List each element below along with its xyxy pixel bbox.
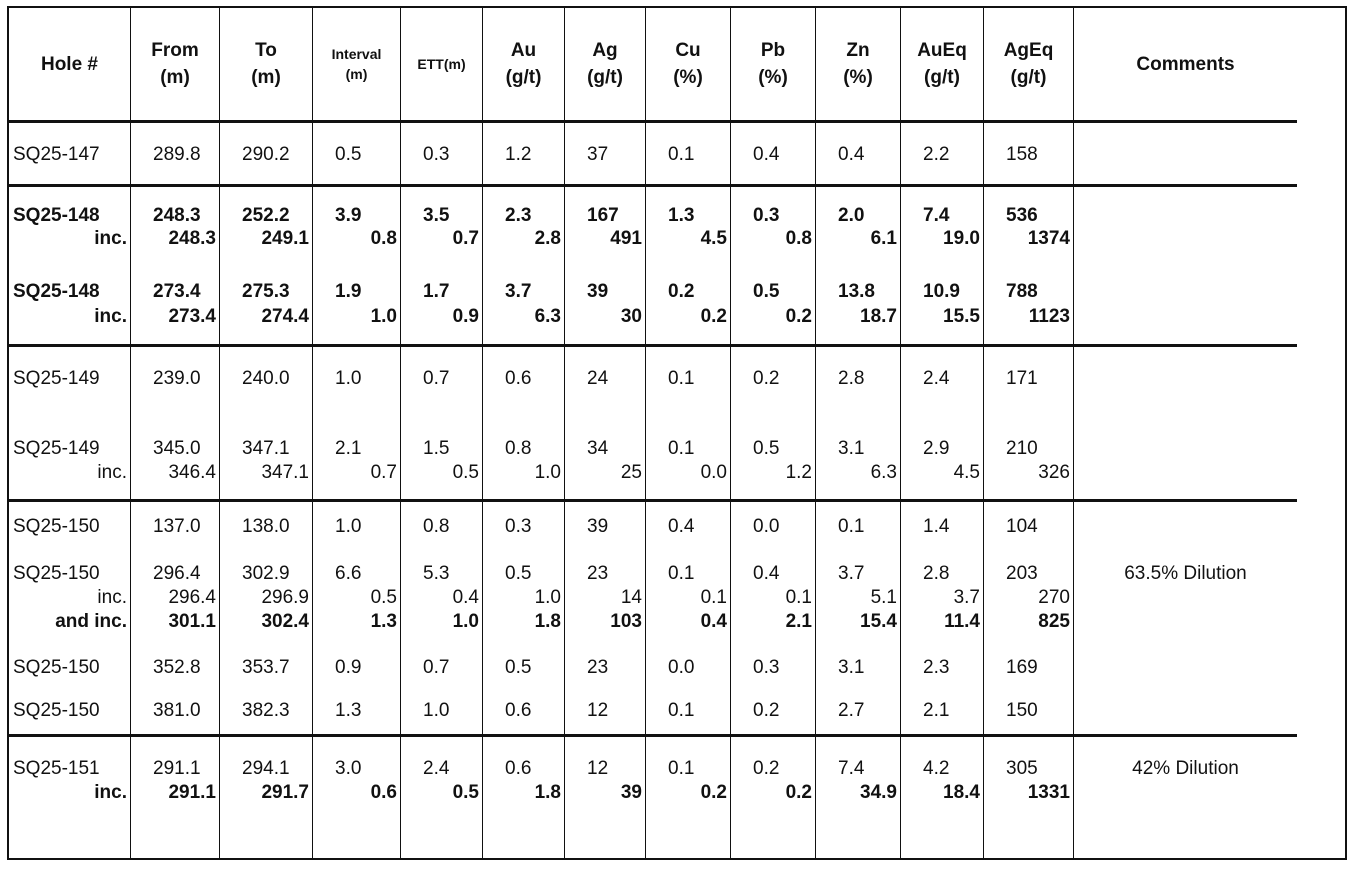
value-from: 248.3 [168,228,216,249]
value-interval: 0.6 [370,782,397,803]
value-ageq: 1374 [1027,228,1070,249]
value-aueq: 3.7 [953,587,980,608]
header-ag: Ag (g/t) [565,8,646,123]
value-from: 346.4 [168,462,216,483]
value-au: 2.8 [534,228,561,249]
value-au: 0.6 [505,368,532,389]
value-ag: 39 [587,516,609,537]
value-cu: 0.0 [668,657,695,678]
value-hole: SQ25-150 [13,563,100,584]
group-3-interval-cell [313,502,401,737]
value-zn: 6.1 [870,228,897,249]
group-3-cu-cell [646,502,731,737]
group-4-interval-cell [313,737,401,858]
value-ageq: 270 [1038,587,1070,608]
value-zn: 2.7 [838,700,865,721]
value-pb: 0.8 [785,228,812,249]
value-hole: inc. [97,462,127,483]
value-ag: 12 [587,758,609,779]
value-interval: 1.0 [370,306,397,327]
group-1-zn-cell [816,187,901,347]
value-aueq: 19.0 [943,228,980,249]
value-cu: 0.1 [668,563,695,584]
value-cu: 0.2 [668,281,695,302]
group-4-ag-cell [565,737,646,858]
value-to: 302.4 [261,611,309,632]
group-4-au-cell [483,737,565,858]
value-from: 273.4 [168,306,216,327]
value-interval: 1.3 [370,611,397,632]
value-ageq: 825 [1038,611,1070,632]
group-4-zn-cell [816,737,901,858]
group-0-pb-cell [731,123,816,187]
group-1-pb-cell [731,187,816,347]
value-ageq: 305 [1006,758,1038,779]
group-1-au-cell [483,187,565,347]
value-au: 2.3 [505,205,532,226]
group-3-ag-cell [565,502,646,737]
value-aueq: 2.3 [923,657,950,678]
value-to: 353.7 [242,657,290,678]
value-hole: SQ25-147 [13,144,100,165]
group-1-from-cell [131,187,220,347]
group-4-ageq-cell [984,737,1074,858]
value-to: 249.1 [261,228,309,249]
value-cu: 0.4 [668,516,695,537]
value-from: 273.4 [153,281,201,302]
value-cu: 0.0 [700,462,727,483]
group-0-ag-cell [565,123,646,187]
value-to: 252.2 [242,205,290,226]
value-hole: SQ25-150 [13,516,100,537]
comment-text: 63.5% Dilution [1124,563,1247,584]
value-ag: 14 [620,587,642,608]
value-hole: SQ25-150 [13,657,100,678]
value-from: 352.8 [153,657,201,678]
group-0-to-cell [220,123,313,187]
value-interval: 0.9 [335,657,362,678]
group-0-zn-cell [816,123,901,187]
value-from: 137.0 [153,516,201,537]
group-4-aueq-cell [901,737,984,858]
value-au: 0.6 [505,758,532,779]
value-from: 301.1 [168,611,216,632]
value-ag: 39 [587,281,609,302]
value-aueq: 2.4 [923,368,950,389]
group-0-ageq-cell [984,123,1074,187]
value-ageq: 1331 [1027,782,1070,803]
header-comments: Comments [1074,8,1297,123]
value-hole: SQ25-148 [13,205,100,226]
value-ett: 3.5 [423,205,450,226]
value-ett: 0.8 [423,516,450,537]
value-from: 381.0 [153,700,201,721]
value-au: 1.8 [534,782,561,803]
value-ett: 0.3 [423,144,450,165]
value-hole: SQ25-148 [13,281,100,302]
header-zn: Zn (%) [816,8,901,123]
value-aueq: 11.4 [944,611,980,632]
group-4-hole-cell [9,737,131,858]
value-au: 1.0 [534,462,561,483]
value-hole: SQ25-151 [13,758,100,779]
group-4-comments-cell [1074,737,1297,858]
group-1-to-cell [220,187,313,347]
group-0-comments-cell [1074,123,1297,187]
value-hole: SQ25-149 [13,368,100,389]
value-zn: 3.1 [838,657,865,678]
value-zn: 6.3 [870,462,897,483]
value-hole: SQ25-150 [13,700,100,721]
value-aueq: 10.9 [923,281,960,302]
value-au: 1.8 [534,611,561,632]
group-1-hole-cell [9,187,131,347]
group-0-ett-cell [401,123,483,187]
group-1-interval-cell [313,187,401,347]
value-hole: inc. [94,782,127,803]
value-ett: 0.9 [452,306,479,327]
value-ett: 5.3 [423,563,450,584]
group-1-comments-cell [1074,187,1297,347]
header-ageq: AgEq (g/t) [984,8,1074,123]
value-au: 6.3 [534,306,561,327]
group-4-ett-cell [401,737,483,858]
value-ett: 1.0 [452,611,479,632]
group-4-to-cell [220,737,313,858]
value-ag: 39 [620,782,642,803]
value-ageq: 326 [1038,462,1070,483]
value-to: 347.1 [261,462,309,483]
value-ag: 103 [610,611,642,632]
comment-text: 42% Dilution [1132,758,1239,779]
value-interval: 0.5 [370,587,397,608]
value-to: 274.4 [261,306,309,327]
value-to: 240.0 [242,368,290,389]
value-aueq: 2.9 [923,438,950,459]
value-ageq: 169 [1006,657,1038,678]
value-zn: 3.1 [838,438,865,459]
value-ett: 1.5 [423,438,450,459]
value-from: 345.0 [153,438,201,459]
group-4-cu-cell [646,737,731,858]
value-ageq: 210 [1006,438,1038,459]
group-2-zn-cell [816,347,901,502]
group-1-cu-cell [646,187,731,347]
value-ag: 24 [587,368,609,389]
value-from: 239.0 [153,368,201,389]
value-pb: 0.4 [753,563,780,584]
group-0-aueq-cell [901,123,984,187]
value-ageq: 104 [1006,516,1038,537]
value-au: 1.2 [505,144,532,165]
value-aueq: 18.4 [943,782,980,803]
value-to: 138.0 [242,516,290,537]
group-2-au-cell [483,347,565,502]
value-ett: 0.7 [452,228,479,249]
group-3-ageq-cell [984,502,1074,737]
group-2-ageq-cell [984,347,1074,502]
value-to: 382.3 [242,700,290,721]
group-1-ageq-cell [984,187,1074,347]
header-pb: Pb (%) [731,8,816,123]
header-cu: Cu (%) [646,8,731,123]
value-from: 291.1 [153,758,201,779]
value-ageq: 536 [1006,205,1038,226]
value-zn: 18.7 [860,306,897,327]
value-au: 0.5 [505,563,532,584]
value-zn: 5.1 [870,587,897,608]
value-interval: 3.0 [335,758,362,779]
value-cu: 0.1 [668,144,695,165]
value-from: 248.3 [153,205,201,226]
value-ageq: 788 [1006,281,1038,302]
value-cu: 0.1 [668,368,695,389]
group-0-au-cell [483,123,565,187]
header-hole: Hole # [9,8,131,123]
value-hole: SQ25-149 [13,438,100,459]
value-zn: 13.8 [838,281,875,302]
value-ett: 1.7 [423,281,450,302]
value-hole: inc. [97,587,127,608]
value-from: 296.4 [168,587,216,608]
value-zn: 0.4 [838,144,865,165]
group-2-ag-cell [565,347,646,502]
value-zn: 2.8 [838,368,865,389]
value-cu: 0.1 [668,700,695,721]
value-ett: 0.4 [452,587,479,608]
group-3-from-cell [131,502,220,737]
value-au: 0.5 [505,657,532,678]
value-interval: 3.9 [335,205,362,226]
drill-results-table [7,6,1347,860]
value-aueq: 4.2 [923,758,950,779]
value-au: 3.7 [505,281,532,302]
value-ag: 167 [587,205,619,226]
value-ag: 23 [587,563,609,584]
value-aueq: 2.8 [923,563,950,584]
value-au: 1.0 [534,587,561,608]
value-ag: 30 [620,306,642,327]
value-zn: 15.4 [860,611,897,632]
group-2-to-cell [220,347,313,502]
group-3-to-cell [220,502,313,737]
value-zn: 7.4 [838,758,865,779]
group-2-interval-cell [313,347,401,502]
value-ag: 37 [587,144,609,165]
value-interval: 1.9 [335,281,362,302]
group-2-ett-cell [401,347,483,502]
value-to: 302.9 [242,563,290,584]
value-zn: 2.0 [838,205,865,226]
value-ageq: 1123 [1028,306,1070,327]
header-from: From (m) [131,8,220,123]
value-pb: 0.2 [753,700,780,721]
group-3-pb-cell [731,502,816,737]
header-to: To (m) [220,8,313,123]
value-ett: 0.5 [452,462,479,483]
value-to: 296.9 [261,587,309,608]
group-1-ett-cell [401,187,483,347]
value-cu: 1.3 [668,205,695,226]
value-pb: 0.5 [753,281,780,302]
value-ageq: 203 [1006,563,1038,584]
value-aueq: 4.5 [953,462,980,483]
value-interval: 1.3 [335,700,362,721]
value-pb: 0.5 [753,438,780,459]
value-interval: 1.0 [335,368,362,389]
value-to: 347.1 [242,438,290,459]
header-ett: ETT(m) [401,8,483,123]
value-cu: 0.1 [700,587,727,608]
value-ageq: 171 [1006,368,1038,389]
value-aueq: 7.4 [923,205,950,226]
value-pb: 0.2 [785,306,812,327]
value-to: 294.1 [242,758,290,779]
value-aueq: 2.1 [923,700,950,721]
value-interval: 0.8 [370,228,397,249]
header-aueq: AuEq (g/t) [901,8,984,123]
group-2-aueq-cell [901,347,984,502]
value-pb: 0.4 [753,144,780,165]
value-pb: 2.1 [785,611,812,632]
value-from: 296.4 [153,563,201,584]
value-to: 290.2 [242,144,290,165]
group-2-comments-cell [1074,347,1297,502]
value-pb: 0.2 [753,368,780,389]
value-ag: 491 [610,228,642,249]
group-3-aueq-cell [901,502,984,737]
value-ett: 2.4 [423,758,450,779]
value-cu: 4.5 [700,228,727,249]
value-hole: and inc. [55,611,127,632]
group-3-zn-cell [816,502,901,737]
value-cu: 0.1 [668,758,695,779]
value-au: 0.3 [505,516,532,537]
value-au: 0.6 [505,700,532,721]
value-cu: 0.4 [700,611,727,632]
value-cu: 0.2 [700,306,727,327]
value-zn: 0.1 [838,516,865,537]
value-pb: 0.2 [753,758,780,779]
value-ett: 0.7 [423,657,450,678]
group-2-cu-cell [646,347,731,502]
group-2-from-cell [131,347,220,502]
value-ageq: 150 [1006,700,1038,721]
header-interval: Interval (m) [313,8,401,123]
value-pb: 0.1 [785,587,812,608]
value-pb: 0.3 [753,657,780,678]
group-2-pb-cell [731,347,816,502]
value-from: 291.1 [168,782,216,803]
value-aueq: 15.5 [943,306,980,327]
value-to: 291.7 [261,782,309,803]
value-hole: inc. [94,306,127,327]
value-cu: 0.2 [700,782,727,803]
value-aueq: 2.2 [923,144,950,165]
group-2-hole-cell [9,347,131,502]
value-zn: 3.7 [838,563,865,584]
value-pb: 1.2 [785,462,812,483]
group-0-cu-cell [646,123,731,187]
group-3-hole-cell [9,502,131,737]
header-au: Au (g/t) [483,8,565,123]
value-interval: 6.6 [335,563,362,584]
value-pb: 0.0 [753,516,780,537]
value-interval: 1.0 [335,516,362,537]
value-to: 275.3 [242,281,290,302]
group-3-ett-cell [401,502,483,737]
group-3-au-cell [483,502,565,737]
value-hole: inc. [94,228,127,249]
value-from: 289.8 [153,144,201,165]
value-ett: 0.5 [452,782,479,803]
value-cu: 0.1 [668,438,695,459]
value-ag: 23 [587,657,609,678]
value-ag: 25 [620,462,642,483]
value-ag: 34 [587,438,609,459]
value-ag: 12 [587,700,609,721]
group-0-hole-cell [9,123,131,187]
value-ett: 0.7 [423,368,450,389]
value-pb: 0.2 [785,782,812,803]
group-3-comments-cell [1074,502,1297,737]
group-4-pb-cell [731,737,816,858]
value-interval: 0.7 [370,462,397,483]
value-ageq: 158 [1006,144,1038,165]
value-zn: 34.9 [860,782,897,803]
group-0-from-cell [131,123,220,187]
value-ett: 1.0 [423,700,450,721]
group-1-ag-cell [565,187,646,347]
value-pb: 0.3 [753,205,780,226]
value-interval: 2.1 [335,438,362,459]
group-4-from-cell [131,737,220,858]
value-aueq: 1.4 [923,516,950,537]
value-interval: 0.5 [335,144,362,165]
value-au: 0.8 [505,438,532,459]
group-1-aueq-cell [901,187,984,347]
group-0-interval-cell [313,123,401,187]
